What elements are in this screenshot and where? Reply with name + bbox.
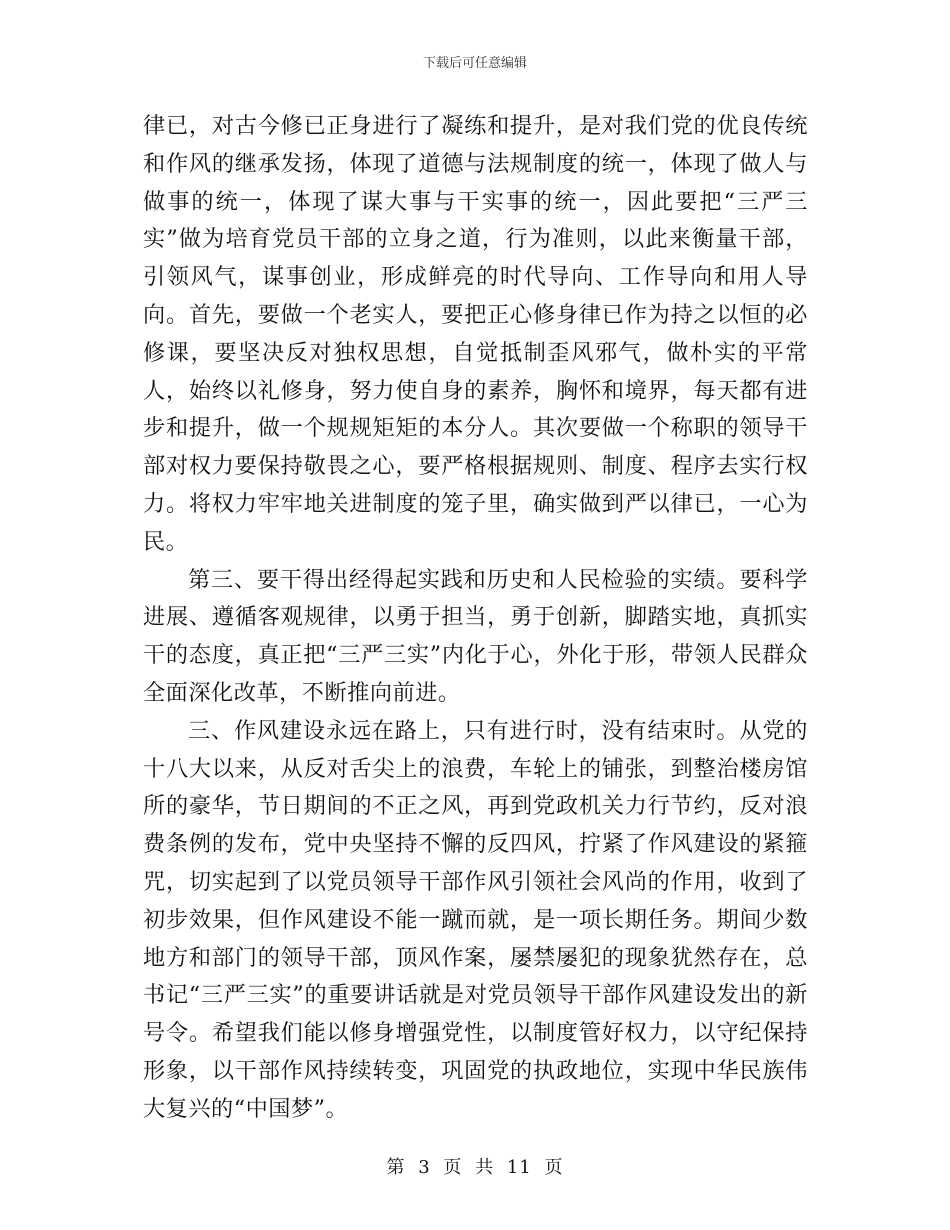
paragraph-1: 律已，对古今修已正身进行了凝练和提升，是对我们党的优良传统和作风的继承发扬，体现了道德与法规制度的统一，体现了做人与做事的统一，体现了谋大事与干实事的统一，因此要把“三严三实”做为培育党员干部的立身之道，行为准则，以此来衡量干部，引领风气，谋事创业，形成鲜亮的时代导向、工作导向和用人导向。首先，要做一个老实人，要把正心修身律已作为持之以恒的必修课，要坚决反对独权思想，自觉抵制歪风邪气，做朴实的平常人，始终以礼修身，努力使自身的素养，胸怀和境界，每天都有进步和提升，做一个规规矩矩的本分人。其次要做一个称职的领导干部对权力要保持敬畏之心，要严格根据规则、制度、程序去实行权力。将权力牢牢地关进制度的笼子里，确实做到严以律已，一心为民。 [143,113,808,555]
page-number-footer: 第 3 页 共 11 页 [386,1157,564,1178]
page-header: 下载后可任意编辑 [422,56,527,71]
paragraph-3: 三、作风建设永远在路上，只有进行时，没有结束时。从党的十八大以来，从反对舌尖上的浪费，车轮上的铺张，到整治楼房馆所的豪华，节日期间的不正之风，再到党政机关力行节约，反对浪费条例的发布，党中央坚持不懈的反四风，拧紧了作风建设的紧箍咒，切实起到了以党员领导干部作风引领社会风尚的作用，收到了初步效果，但作风建设不能一蹴而就，是一项长期任务。期间少数地方和部门的领导干部，顶风作案，屡禁屡犯的现象犹然存在，总书记“三严三实”的重要讲话就是对党员领导干部作风建设发出的新号令。希望我们能以修身增强党性，以制度管好权力，以守纪保持形象，以干部作风持续转变，巩固党的执政地位，实现中华民族伟大复兴的“中国梦”。 [143,717,808,1122]
paragraph-2: 第三、要干得出经得起实践和历史和人民检验的实绩。要科学进展、遵循客观规律，以勇于担当，勇于创新，脚踏实地，真抓实干的态度，真正把“三严三实”内化于心，外化于形，带领人民群众全面深化改革，不断推向前进。 [143,566,808,706]
document-body [143,108,808,1129]
